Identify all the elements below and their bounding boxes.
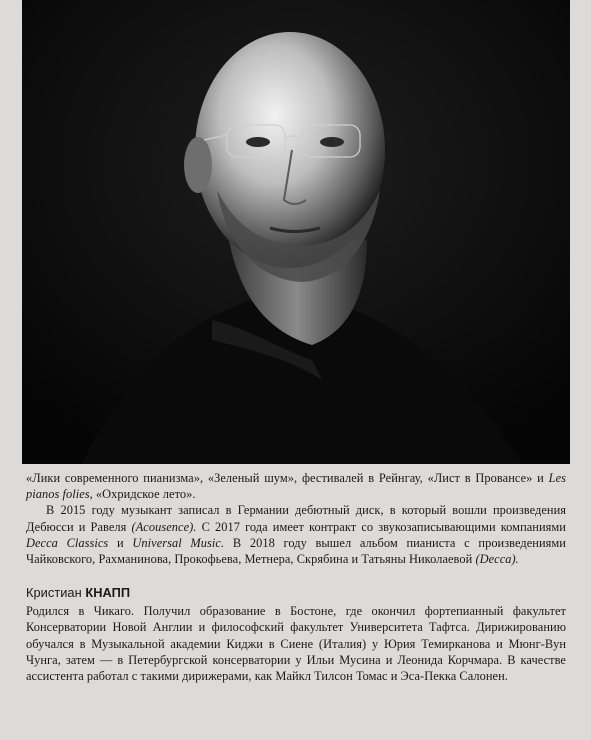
italic-text-segment: (Acousence). xyxy=(131,519,197,534)
heading-last-name: КНАПП xyxy=(85,585,131,601)
text-segment: В 2018 году вышел альбом пианиста с произведениями Чайковского, Рахманинова, Прокофьева, Метнера, Скрябина и Татьяны Николаевой xyxy=(26,535,566,567)
text-segment: , «Охридское лето». xyxy=(89,487,196,502)
heading-first-name: Кристиан xyxy=(26,585,82,601)
portrait-photo xyxy=(22,0,570,464)
biography-paragraph: Родился в Чикаго. Получил образование в Бостоне, где окончил фортепианный факультет Консерватории Новой Англии и философский факультет Университета Тафтса. Дирижированию обучался в Музыкальной академии Киджи в Сиене (Италия) у Юрия Темирканова и Мюнг-Вун Чунга, затем — в Петербургской консерватории у Ильи Мусина и Леонида Корчмара. В качестве ассистента работал с такими дирижерами, как Майкл Тилсон Томас и Эса-Пекка Салонен. xyxy=(26,604,566,684)
italic-text-segment: Universal Music. xyxy=(132,535,225,550)
text-segment: «Лики современного пианизма», «Зеленый шум», фестивалей в Рейнгау, «Лист в Провансе» и xyxy=(26,471,549,485)
portrait-illustration xyxy=(22,0,570,464)
text-segment: и xyxy=(108,535,133,550)
article-text xyxy=(26,470,566,684)
intro-paragraph xyxy=(26,470,566,502)
text-segment: В 2015 году музыкант записал в Германии дебютный диск, в который вошли произведения Дебюсси и Равеля xyxy=(26,503,566,534)
discography-paragraph xyxy=(26,502,566,567)
italic-text-segment: Les pianos folies xyxy=(26,471,566,502)
italic-text-segment: (Decca). xyxy=(475,552,519,567)
section-heading xyxy=(26,585,566,601)
italic-text-segment: Decca Classics xyxy=(26,535,109,550)
text-segment: С 2017 года имеет контракт со звукозаписывающими компаниями xyxy=(196,519,566,534)
